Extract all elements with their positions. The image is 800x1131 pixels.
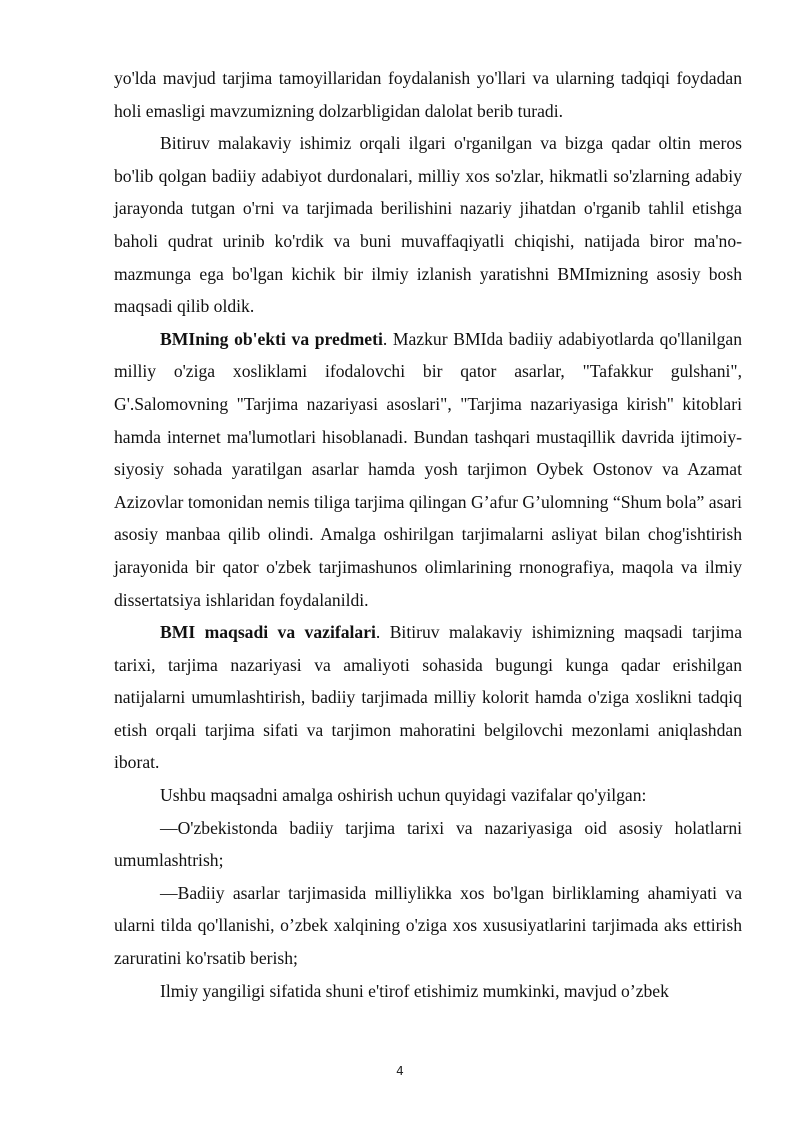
paragraph-2: [114, 127, 742, 323]
paragraph-text: Ilmiy yangiligi sifatida shuni e'tirof etishimiz mumkinki, mavjud o’zbek: [160, 980, 669, 1001]
page-number: 4: [396, 1064, 404, 1078]
paragraph-text: —O'zbekistonda badiiy tarjima tarixi va nazariyasiga oid asosiy holatlarni umumlashtrish;: [114, 817, 742, 871]
paragraph-aims-tasks: [114, 616, 742, 779]
paragraph-text: . Bitiruv malakaviy ishimizning maqsadi tarjima tarixi, tarjima nazariyasi va amaliyoti sohasida bugungi kunga qadar erishilgan natijalarni umumlashtirish, badiiy tarjimada milliy kolorit hamda o'ziga xoslikni tadqiq etish orqali tarjima sifati va tarjimon mahoratini belgilovchi mezonlami aniqlashdan iborat.: [114, 622, 742, 773]
paragraph-1: [114, 62, 742, 127]
section-heading: BMIning ob'ekti va predmeti: [160, 328, 383, 349]
paragraph-text: Bitiruv malakaviy ishimiz orqali ilgari o'rganilgan va bizga qadar oltin meros bo'lib qolgan badiiy adabiyot durdonalari, milliy xos so'zlar, hikmatli so'zlarning adabiy jarayonda tutgan o'rni va tarjimada berilishini nazariy jihatdan o'rganib tahlil etishga baholi qudrat urinib ko'rdik va buni muvaffaqiyatli chiqishi, natijada biror ma'no-mazmunga ega bo'lgan kichik bir ilmiy izlanish yaratishni BMImizning asosiy bosh maqsadi qilib oldik.: [114, 133, 742, 317]
document-page: [114, 62, 742, 1007]
paragraph-text: . Mazkur BMIda badiiy adabiyotlarda qo'llanilgan milliy o'ziga xosliklami ifodalovchi bir qator asarlar, "Tafakkur gulshani", G'.Salomovning "Tarjima nazariyasi asoslari", "Tarjima nazariyasiga kirish" kitoblari hamda internet ma'lumotlari hisoblanadi. Bundan tashqari mustaqillik davrida ijtimoiy-siyosiy sohada yaratilgan asarlar hamda yosh tarjimon Oybek Ostonov va Azamat Azizovlar tomonidan nemis tiliga tarjima qilingan G’afur G’ulomning “Shum bola” asari asosiy manbaa qilib olindi. Amalga oshirilgan tarjimalarni asliyat bilan chog'ishtirish jarayonida bir qator o'zbek tarjimashunos olimlarining rnonografiya, maqola va ilmiy dissertatsiya ishlaridan foydalanildi.: [114, 328, 742, 610]
section-heading: BMI maqsadi va vazifalari: [160, 622, 376, 643]
paragraph-text: —Badiiy asarlar tarjimasida milliylikka xos bo'lgan birliklaming ahamiyati va ularni tilda qo'llanishi, o’zbek xalqining o'ziga xos xususiyatlarini tarjimada aks ettirish zaruratini ko'rsatib berish;: [114, 882, 742, 969]
paragraph-text: yo'lda mavjud tarjima tamoyillaridan foydalanish yo'llari va ularning tadqiqi foydadan holi emasligi mavzumizning dolzarbligidan dalolat berib turadi.: [114, 68, 742, 121]
list-item-1: [114, 812, 742, 877]
paragraph-text: Ushbu maqsadni amalga oshirish uchun quyidagi vazifalar qo'yilgan:: [160, 785, 647, 806]
paragraph-5: [114, 779, 742, 812]
paragraph-8: [114, 975, 742, 1008]
paragraph-object-subject: [114, 323, 742, 616]
list-item-2: [114, 877, 742, 975]
